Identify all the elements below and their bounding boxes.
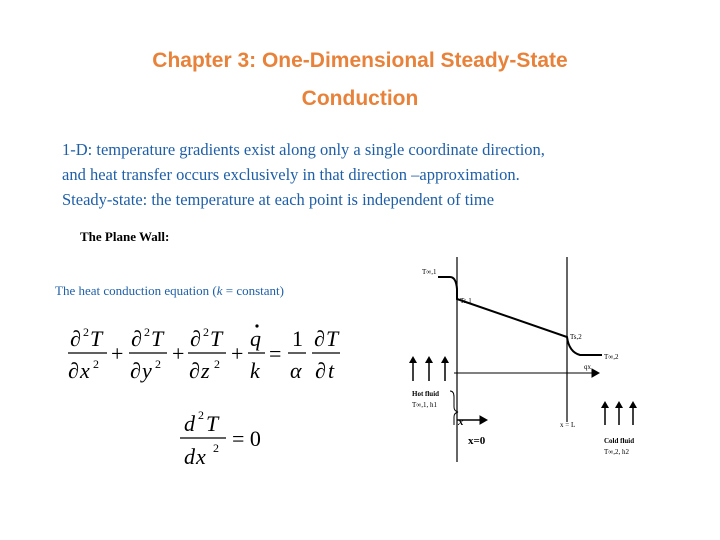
t1-den-x: x — [80, 358, 90, 383]
equation-label — [55, 283, 284, 299]
t3-num-d: ∂ — [190, 326, 201, 351]
t6-den-d: ∂ — [315, 358, 326, 383]
eq2-den-sq: 2 — [213, 441, 219, 455]
x-axis-arrowhead — [480, 416, 487, 424]
section-heading: The Plane Wall: — [80, 229, 170, 244]
intro-line-1: 1-D: temperature gradients exist along only a single coordinate direction, — [62, 140, 545, 159]
temperature-profile — [438, 277, 602, 355]
t1-num-d: ∂ — [70, 326, 81, 351]
t2-den-y: y — [142, 358, 152, 383]
t3-num-sq: 2 — [203, 325, 209, 339]
eq2-num-T: T — [206, 411, 219, 436]
eq2-rhs: = 0 — [232, 426, 261, 451]
plus-1: + — [111, 341, 124, 366]
plus-3: + — [231, 341, 244, 366]
label-x-axis: x — [458, 416, 464, 428]
equals-sign: = — [269, 341, 282, 366]
intro-text — [62, 137, 662, 212]
label-cold-fluid: Cold fluid — [604, 437, 635, 445]
label-cold-params: T∞,2, h2 — [604, 448, 630, 456]
equation-label-before: The heat conduction equation ( — [55, 283, 217, 298]
label-t-inf2: T∞,2 — [604, 353, 619, 361]
t2-den-sq: 2 — [155, 357, 161, 371]
label-hot-fluid: Hot fluid — [412, 390, 440, 398]
plane-wall-figure — [392, 257, 642, 465]
title-line-1: Chapter 3: One-Dimensional Steady-State — [152, 49, 568, 72]
label-ts1: Ts,1 — [460, 297, 472, 305]
eq2-num-sq: 2 — [198, 408, 204, 422]
equation-label-after: = constant) — [222, 283, 284, 298]
reduced-equation — [174, 406, 284, 470]
t1-num-T: T — [90, 326, 103, 351]
t1-num-sq: 2 — [83, 325, 89, 339]
t1-den-d: ∂ — [68, 358, 79, 383]
slide-title — [60, 42, 660, 118]
eq2-den-x: x — [196, 444, 206, 469]
eq2-num-d: d — [184, 411, 195, 436]
t3-num-T: T — [210, 326, 223, 351]
intro-line-2: and heat transfer occurs exclusively in that direction –approximation. — [62, 165, 520, 184]
title-line-2: Conduction — [301, 87, 419, 110]
t6-num-T: T — [326, 326, 339, 351]
label-ts2: Ts,2 — [570, 333, 582, 341]
hot-fluid-arrows — [413, 360, 445, 381]
t2-num-sq: 2 — [144, 325, 150, 339]
label-t-inf1: T∞,1 — [422, 268, 437, 276]
label-x-zero: x=0 — [468, 435, 486, 447]
label-x-L: x = L — [560, 421, 576, 429]
equation-label-var: k — [216, 283, 223, 298]
heat-flux-arrowhead — [592, 369, 599, 377]
eq2-den-d: d — [184, 444, 195, 469]
t2-num-T: T — [151, 326, 164, 351]
t2-den-d: ∂ — [130, 358, 141, 383]
t3-den-d: ∂ — [189, 358, 200, 383]
plus-2: + — [172, 341, 185, 366]
t4-den-k: k — [250, 358, 260, 383]
t6-den-t: t — [328, 358, 335, 383]
t5-num-1: 1 — [292, 326, 303, 351]
label-hot-params: T∞,1, h1 — [412, 401, 438, 409]
intro-line-3: Steady-state: the temperature at each point is independent of time — [62, 190, 495, 209]
t3-den-z: z — [201, 358, 210, 383]
t2-num-d: ∂ — [131, 326, 142, 351]
t3-den-sq: 2 — [214, 357, 220, 371]
label-qx: qx — [584, 363, 591, 371]
t6-num-d: ∂ — [314, 326, 325, 351]
t4-num-q: q — [250, 326, 261, 351]
heat-equation — [64, 322, 354, 384]
t5-den-alpha: α — [290, 358, 302, 383]
t1-den-sq: 2 — [93, 357, 99, 371]
